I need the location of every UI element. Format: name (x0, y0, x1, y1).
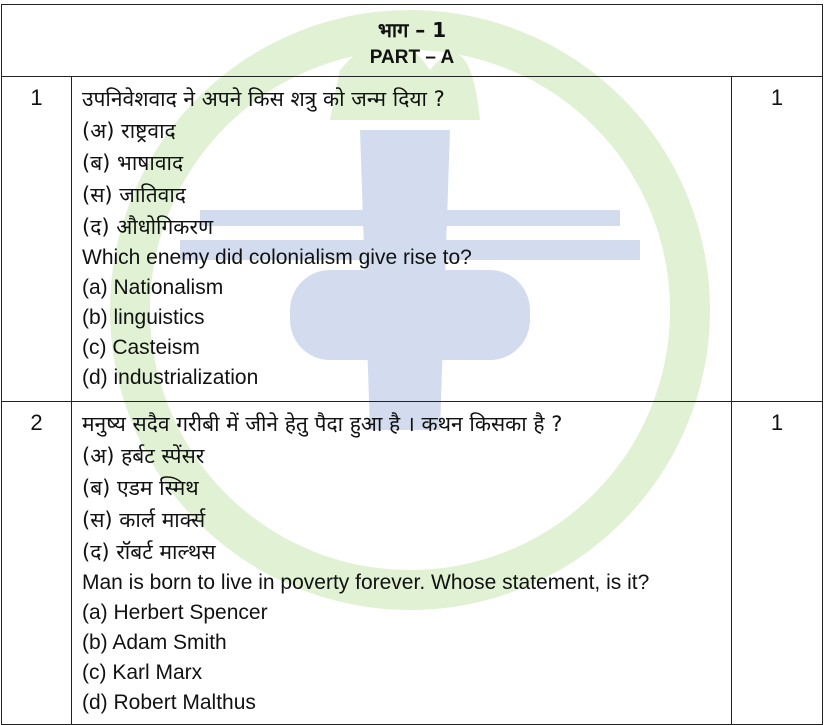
question-marks: 1 (732, 77, 823, 402)
option-english-d: (d) Robert Malthus (82, 691, 256, 714)
option-english-b: (b) Adam Smith (82, 631, 227, 654)
option-hindi-d: (द) रॉबर्ट माल्थस (82, 540, 216, 564)
option-hindi-d: (द) औधोगिकरण (82, 215, 214, 239)
option-english-a: (a) Herbert Spencer (82, 601, 268, 624)
option-hindi-a: (अ) हर्बट स्पेंसर (82, 444, 205, 468)
option-hindi-b: (ब) भाषावाद (82, 151, 184, 175)
section-header (2, 5, 823, 77)
option-hindi-c: (स) जातिवाद (82, 183, 186, 207)
section-title-hindi: भाग – 1 (377, 18, 447, 42)
question-body (72, 402, 732, 725)
option-english-c: (c) Karl Marx (82, 661, 203, 684)
question-text-english: Which enemy did colonialism give rise to? (82, 246, 472, 269)
option-hindi-a: (अ) राष्ट्रवाद (82, 119, 176, 143)
question-body (72, 77, 732, 402)
question-marks: 1 (732, 402, 823, 725)
option-english-d: (d) industrialization (82, 366, 259, 389)
question-text-hindi: उपनिवेशवाद ने अपने किस शत्रु को जन्म दिया ? (82, 87, 445, 111)
option-english-a: (a) Nationalism (82, 276, 224, 299)
option-english-b: (b) linguistics (82, 306, 205, 329)
option-english-c: (c) Casteism (82, 336, 200, 359)
option-hindi-c: (स) कार्ल मार्क्स (82, 508, 206, 532)
section-title-english: PART – A (369, 47, 455, 68)
question-text-hindi: मनुष्य सदैव गरीबी में जीने हेतु पैदा हुआ है । कथन किसका है ? (82, 412, 563, 436)
question-number: 1 (2, 77, 72, 402)
question-paper-table (1, 4, 823, 725)
question-row-1 (2, 77, 823, 402)
question-row-2 (2, 402, 823, 725)
question-text-english: Man is born to live in poverty forever. Whose statement, is it? (82, 571, 650, 594)
question-number: 2 (2, 402, 72, 725)
option-hindi-b: (ब) एडम स्मिथ (82, 476, 199, 500)
